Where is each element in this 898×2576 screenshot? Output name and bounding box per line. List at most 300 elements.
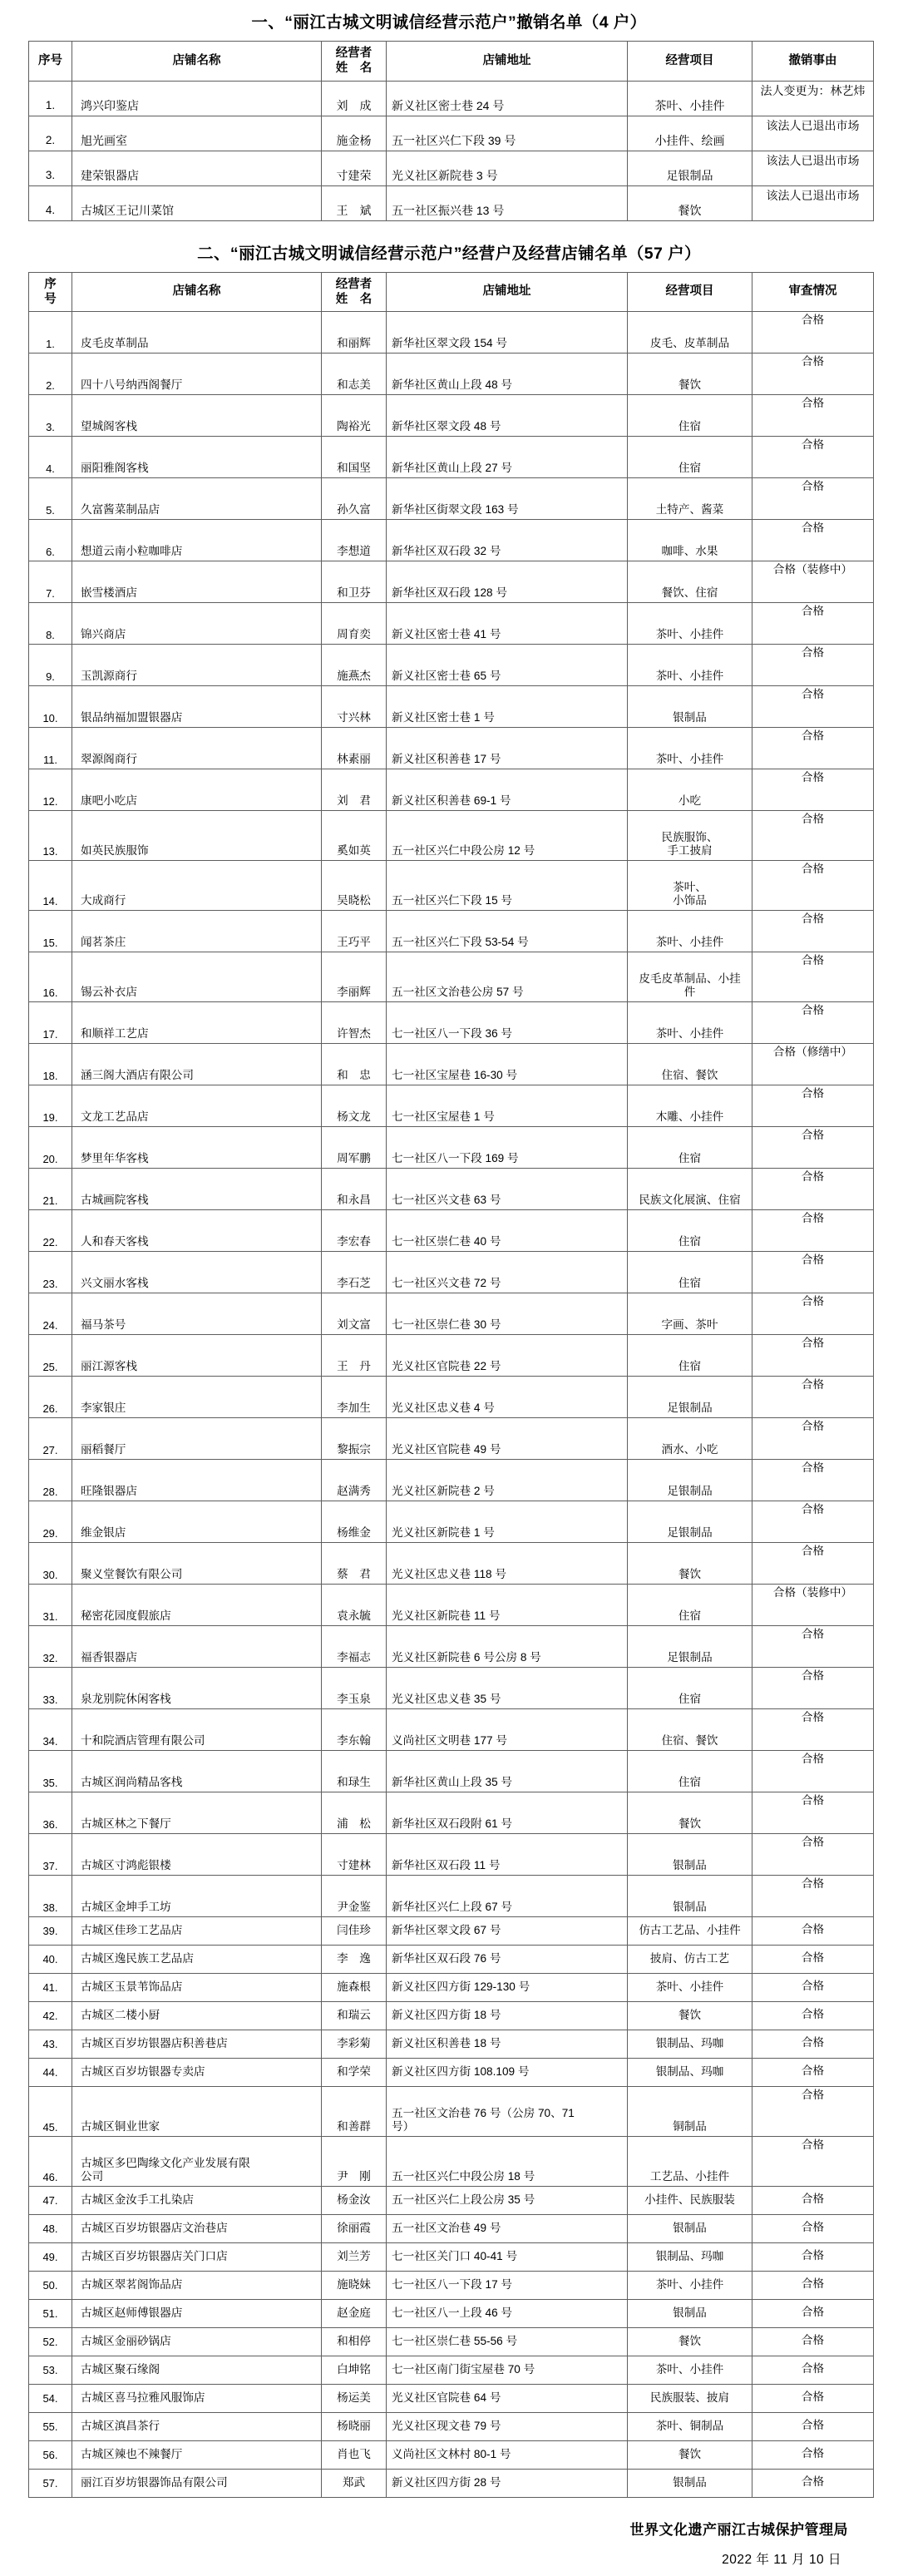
cell-review-status: 合格	[752, 1917, 874, 1946]
cell-shop-address: 五一社区兴仁下段 53-54 号	[387, 911, 628, 952]
cell-owner-name: 刘 君	[322, 769, 387, 811]
cell-shop-address: 新华社区兴仁上段 67 号	[387, 1876, 628, 1917]
cell-no: 5.	[29, 478, 72, 520]
cell-review-status: 合格	[752, 1085, 874, 1127]
cell-shop-name: 古城区金汝手工扎染店	[72, 2187, 322, 2215]
cell-owner-name: 和卫芬	[322, 561, 387, 603]
cell-review-status: 合格	[752, 2002, 874, 2030]
cell-business-item: 银制品	[628, 686, 752, 728]
cell-no: 42.	[29, 2002, 72, 2030]
cell-shop-name: 古城区赵师傅银器店	[72, 2300, 322, 2328]
cell-shop-address: 新华社区黄山上段 35 号	[387, 1751, 628, 1792]
cell-shop-address: 七一社区八一上段 46 号	[387, 2300, 628, 2328]
cell-business-item: 民族服饰、 手工披肩	[628, 811, 752, 861]
cell-owner-name: 王巧平	[322, 911, 387, 952]
cell-business-item: 足银制品	[628, 1460, 752, 1501]
cell-shop-address: 五一社区文治巷 76 号（公房 70、71 号）	[387, 2087, 628, 2137]
cell-owner-name: 杨运美	[322, 2385, 387, 2413]
cell-shop-address: 义尚社区文明巷 177 号	[387, 1709, 628, 1751]
cell-no: 8.	[29, 603, 72, 645]
cell-shop-address: 新华社区翠文段 48 号	[387, 395, 628, 437]
cell-business-item: 餐饮	[628, 2002, 752, 2030]
cell-review-status: 合格	[752, 2356, 874, 2385]
col-header-shop: 店铺名称	[72, 42, 322, 81]
cell-business-item: 茶叶、小挂件	[628, 2272, 752, 2300]
cell-shop-name: 古城区逸民族工艺品店	[72, 1946, 322, 1974]
cell-shop-address: 新华社区黄山上段 48 号	[387, 354, 628, 395]
table-row	[29, 520, 874, 561]
cell-business-item: 足银制品	[628, 1626, 752, 1668]
cell-owner-name: 寸兴林	[322, 686, 387, 728]
cell-business-item: 足银制品	[628, 151, 752, 185]
cell-shop-name: 想道云南小粒咖啡店	[72, 520, 322, 561]
cell-shop-name: 久富酱菜制品店	[72, 478, 322, 520]
cell-business-item: 咖啡、水果	[628, 520, 752, 561]
col-header-address: 店铺地址	[387, 42, 628, 81]
cell-review-status: 合格	[752, 2272, 874, 2300]
cell-shop-name: 望城阁客栈	[72, 395, 322, 437]
cell-owner-name: 李想道	[322, 520, 387, 561]
table-row	[29, 603, 874, 645]
cell-business-item: 足银制品	[628, 1377, 752, 1418]
cell-owner-name: 刘文富	[322, 1293, 387, 1335]
cell-owner-name: 奚如英	[322, 811, 387, 861]
cell-review-status: 合格（修缮中）	[752, 1044, 874, 1085]
cell-no: 3.	[29, 395, 72, 437]
cell-owner-name: 和 忠	[322, 1044, 387, 1085]
table-row	[29, 1792, 874, 1834]
cell-no: 16.	[29, 952, 72, 1002]
cell-owner-name: 施森根	[322, 1974, 387, 2002]
cell-shop-name: 古城区寸鸿彪银楼	[72, 1834, 322, 1876]
cell-no: 2.	[29, 354, 72, 395]
cell-owner-name: 和国坚	[322, 437, 387, 478]
cell-no: 26.	[29, 1377, 72, 1418]
col-header-owner-line1: 经营者	[335, 47, 373, 61]
table-header-row	[29, 272, 874, 311]
cell-owner-name: 和丽辉	[322, 312, 387, 354]
cell-owner-name: 周育奕	[322, 603, 387, 645]
table-row	[29, 2385, 874, 2413]
cell-shop-address: 七一社区崇仁巷 30 号	[387, 1293, 628, 1335]
qualified-table-body	[29, 312, 874, 2498]
cell-owner-name: 刘兰芳	[322, 2243, 387, 2272]
cell-business-item: 茶叶、小挂件	[628, 81, 752, 116]
cell-business-item: 住宿	[628, 1585, 752, 1626]
cell-revocation-reason: 该法人已退出市场	[752, 116, 874, 151]
cell-shop-address: 光义社区新院巷 3 号	[387, 151, 628, 185]
cell-shop-address: 光义社区新院巷 11 号	[387, 1585, 628, 1626]
cell-business-item: 银制品	[628, 2215, 752, 2243]
table-row	[29, 2030, 874, 2059]
cell-shop-name: 丽江百岁坊银器饰品有限公司	[72, 2470, 322, 2498]
cell-shop-name: 和顺祥工艺店	[72, 1002, 322, 1044]
cell-owner-name: 和志美	[322, 354, 387, 395]
cell-no: 39.	[29, 1917, 72, 1946]
table-row	[29, 645, 874, 686]
cell-no: 43.	[29, 2030, 72, 2059]
cell-shop-address: 光义社区官院巷 22 号	[387, 1335, 628, 1377]
table-row	[29, 1293, 874, 1335]
cell-owner-name: 李福志	[322, 1626, 387, 1668]
cell-shop-name: 古城区聚石缘阁	[72, 2356, 322, 2385]
cell-owner-name: 赵满秀	[322, 1460, 387, 1501]
cell-owner-name: 李丽辉	[322, 952, 387, 1002]
cell-review-status: 合格	[752, 1709, 874, 1751]
cell-shop-address: 新华社区翠文段 67 号	[387, 1917, 628, 1946]
table-row	[29, 911, 874, 952]
cell-no: 36.	[29, 1792, 72, 1834]
cell-owner-name: 黎振宗	[322, 1418, 387, 1460]
cell-no: 53.	[29, 2356, 72, 2385]
cell-owner-name: 寸建林	[322, 1834, 387, 1876]
cell-no: 35.	[29, 1751, 72, 1792]
cell-shop-address: 七一社区崇仁巷 55-56 号	[387, 2328, 628, 2356]
cell-shop-name: 维金银店	[72, 1501, 322, 1543]
table-row	[29, 2272, 874, 2300]
cell-shop-name: 古城区二楼小厨	[72, 2002, 322, 2030]
revocation-table-body	[29, 81, 874, 220]
cell-business-item: 餐饮	[628, 185, 752, 220]
cell-no: 18.	[29, 1044, 72, 1085]
cell-shop-address: 新义社区积善巷 18 号	[387, 2030, 628, 2059]
cell-business-item: 铜制品	[628, 2087, 752, 2137]
cell-review-status: 合格	[752, 2030, 874, 2059]
table-row	[29, 151, 874, 185]
cell-owner-name: 蔡 君	[322, 1543, 387, 1585]
cell-shop-name: 四十八号纳西阁餐厅	[72, 354, 322, 395]
table-row	[29, 1418, 874, 1460]
cell-business-item: 皮毛、皮革制品	[628, 312, 752, 354]
cell-shop-address: 七一社区八一下段 17 号	[387, 2272, 628, 2300]
cell-shop-name: 梦里年华客栈	[72, 1127, 322, 1169]
cell-review-status: 合格	[752, 911, 874, 952]
table-row	[29, 1834, 874, 1876]
cell-shop-address: 七一社区南门街宝屋巷 70 号	[387, 2356, 628, 2385]
cell-no: 33.	[29, 1668, 72, 1709]
cell-shop-name: 福马茶号	[72, 1293, 322, 1335]
cell-business-item: 仿古工艺品、小挂件	[628, 1917, 752, 1946]
cell-review-status: 合格	[752, 2300, 874, 2328]
cell-shop-address: 七一社区宝屋巷 16-30 号	[387, 1044, 628, 1085]
cell-shop-name: 锦兴商店	[72, 603, 322, 645]
cell-shop-address: 七一社区八一下段 36 号	[387, 1002, 628, 1044]
cell-shop-name: 古城区润尚精品客栈	[72, 1751, 322, 1792]
cell-no: 47.	[29, 2187, 72, 2215]
cell-owner-name: 徐丽霞	[322, 2215, 387, 2243]
cell-business-item: 住宿	[628, 1751, 752, 1792]
cell-review-status: 合格	[752, 312, 874, 354]
cell-shop-address: 光义社区现文巷 79 号	[387, 2413, 628, 2441]
table-row	[29, 1002, 874, 1044]
cell-review-status: 合格	[752, 1252, 874, 1293]
cell-business-item: 小挂件、绘画	[628, 116, 752, 151]
table-row	[29, 2328, 874, 2356]
table-row	[29, 1252, 874, 1293]
cell-business-item: 木雕、小挂件	[628, 1085, 752, 1127]
cell-shop-address: 新华社区双石段 11 号	[387, 1834, 628, 1876]
cell-shop-name: 如英民族服饰	[72, 811, 322, 861]
cell-no: 24.	[29, 1293, 72, 1335]
cell-no: 11.	[29, 728, 72, 769]
cell-shop-name: 丽阳雅阁客栈	[72, 437, 322, 478]
cell-owner-name: 浦 松	[322, 1792, 387, 1834]
cell-shop-address: 新义社区密士巷 24 号	[387, 81, 628, 116]
cell-review-status: 合格	[752, 1002, 874, 1044]
table-row	[29, 2300, 874, 2328]
cell-shop-name: 鸿兴印鉴店	[72, 81, 322, 116]
table-row	[29, 354, 874, 395]
table-row	[29, 1946, 874, 1974]
col-header-status: 审查情况	[752, 272, 874, 311]
cell-review-status: 合格（装修中）	[752, 1585, 874, 1626]
table-row	[29, 1709, 874, 1751]
table-row	[29, 1460, 874, 1501]
cell-business-item: 住宿	[628, 1210, 752, 1252]
cell-shop-name: 古城画院客栈	[72, 1169, 322, 1210]
cell-business-item: 茶叶、小挂件	[628, 603, 752, 645]
cell-business-item: 银制品	[628, 2470, 752, 2498]
cell-no: 2.	[29, 116, 72, 151]
cell-business-item: 住宿	[628, 1668, 752, 1709]
cell-shop-name: 丽稻餐厅	[72, 1418, 322, 1460]
cell-shop-name: 十和院酒店管理有限公司	[72, 1709, 322, 1751]
cell-shop-address: 五一社区文治巷 49 号	[387, 2215, 628, 2243]
cell-no: 13.	[29, 811, 72, 861]
cell-no: 12.	[29, 769, 72, 811]
cell-shop-name: 人和春天客栈	[72, 1210, 322, 1252]
cell-shop-address: 光义社区忠义巷 118 号	[387, 1543, 628, 1585]
table-row	[29, 1210, 874, 1252]
cell-shop-address: 五一社区兴仁中段公房 12 号	[387, 811, 628, 861]
cell-shop-address: 五一社区文治巷公房 57 号	[387, 952, 628, 1002]
cell-shop-address: 新华社区双石段 76 号	[387, 1946, 628, 1974]
cell-review-status: 合格	[752, 1460, 874, 1501]
table-row	[29, 312, 874, 354]
cell-owner-name: 林素丽	[322, 728, 387, 769]
cell-review-status: 合格	[752, 2215, 874, 2243]
cell-owner-name: 李玉泉	[322, 1668, 387, 1709]
col-header-address: 店铺地址	[387, 272, 628, 311]
cell-owner-name: 杨文龙	[322, 1085, 387, 1127]
cell-shop-address: 光义社区官院巷 49 号	[387, 1418, 628, 1460]
cell-business-item: 土特产、酱菜	[628, 478, 752, 520]
cell-owner-name: 杨晓丽	[322, 2413, 387, 2441]
issue-date: 2022 年 11 月 10 日	[722, 2553, 841, 2568]
cell-shop-address: 新义社区积善巷 17 号	[387, 728, 628, 769]
cell-owner-name: 施金杨	[322, 116, 387, 151]
cell-business-item: 披肩、仿古工艺	[628, 1946, 752, 1974]
cell-shop-name: 嵌雪楼酒店	[72, 561, 322, 603]
cell-shop-address: 新华社区街翠文段 163 号	[387, 478, 628, 520]
cell-owner-name: 许智杰	[322, 1002, 387, 1044]
cell-shop-address: 新华社区双石段附 61 号	[387, 1792, 628, 1834]
col-header-no: 序号	[29, 42, 72, 81]
cell-shop-name: 闻茗茶庄	[72, 911, 322, 952]
cell-no: 29.	[29, 1501, 72, 1543]
cell-shop-name: 古城区翠茗阁饰品店	[72, 2272, 322, 2300]
cell-owner-name: 肖也飞	[322, 2441, 387, 2470]
qualified-table	[28, 272, 874, 2498]
cell-review-status: 合格	[752, 1974, 874, 2002]
cell-owner-name: 寸建荣	[322, 151, 387, 185]
cell-review-status: 合格	[752, 728, 874, 769]
cell-shop-name: 银品纳福加盟银器店	[72, 686, 322, 728]
table-row	[29, 478, 874, 520]
cell-no: 17.	[29, 1002, 72, 1044]
cell-shop-name: 泉龙别院休闲客栈	[72, 1668, 322, 1709]
table-row	[29, 2413, 874, 2441]
cell-review-status: 合格	[752, 2187, 874, 2215]
cell-review-status: 合格	[752, 1751, 874, 1792]
cell-no: 30.	[29, 1543, 72, 1585]
table-row	[29, 2002, 874, 2030]
cell-review-status: 合格	[752, 478, 874, 520]
table-row	[29, 2187, 874, 2215]
cell-shop-address: 新义社区四方街 28 号	[387, 2470, 628, 2498]
table-row	[29, 2356, 874, 2385]
cell-review-status: 合格	[752, 1876, 874, 1917]
cell-owner-name: 尹金鉴	[322, 1876, 387, 1917]
col-header-no	[29, 272, 72, 311]
cell-shop-name: 古城区辣也不辣餐厅	[72, 2441, 322, 2470]
cell-owner-name: 王 斌	[322, 185, 387, 220]
cell-business-item: 餐饮	[628, 1792, 752, 1834]
cell-no: 15.	[29, 911, 72, 952]
table-row	[29, 1585, 874, 1626]
cell-no: 4.	[29, 185, 72, 220]
cell-shop-address: 七一社区关门口 40-41 号	[387, 2243, 628, 2272]
cell-owner-name: 杨金汝	[322, 2187, 387, 2215]
table-row	[29, 728, 874, 769]
cell-shop-address: 五一社区兴仁中段公房 18 号	[387, 2137, 628, 2187]
cell-shop-address: 新义社区四方街 108.109 号	[387, 2059, 628, 2087]
cell-review-status: 合格	[752, 952, 874, 1002]
cell-owner-name: 闫佳珍	[322, 1917, 387, 1946]
table-row	[29, 1543, 874, 1585]
cell-owner-name: 孙久富	[322, 478, 387, 520]
cell-business-item: 住宿、餐饮	[628, 1709, 752, 1751]
cell-no: 27.	[29, 1418, 72, 1460]
cell-no: 38.	[29, 1876, 72, 1917]
cell-owner-name: 郑武	[322, 2470, 387, 2498]
cell-shop-name: 古城区百岁坊银器专卖店	[72, 2059, 322, 2087]
cell-shop-address: 新华社区双石段 128 号	[387, 561, 628, 603]
cell-review-status: 合格	[752, 1501, 874, 1543]
cell-revocation-reason: 该法人已退出市场	[752, 185, 874, 220]
cell-owner-name: 周军鹏	[322, 1127, 387, 1169]
cell-review-status: 合格	[752, 2328, 874, 2356]
cell-no: 45.	[29, 2087, 72, 2137]
cell-business-item: 小挂件、民族服装	[628, 2187, 752, 2215]
col-header-owner-line2: 姓 名	[335, 62, 373, 76]
cell-shop-name: 古城区金丽砂锅店	[72, 2328, 322, 2356]
cell-business-item: 民族文化展演、住宿	[628, 1169, 752, 1210]
cell-no: 37.	[29, 1834, 72, 1876]
cell-business-item: 餐饮	[628, 2441, 752, 2470]
cell-shop-name: 古城区佳珍工艺品店	[72, 1917, 322, 1946]
cell-owner-name: 王 丹	[322, 1335, 387, 1377]
table-row	[29, 1876, 874, 1917]
table-row	[29, 1974, 874, 2002]
issuing-organization: 世界文化遗产丽江古城保护管理局	[629, 2522, 848, 2539]
cell-review-status: 合格	[752, 769, 874, 811]
cell-revocation-reason: 法人变更为：林艺炜	[752, 81, 874, 116]
cell-review-status: 合格	[752, 861, 874, 911]
cell-shop-address: 新华社区双石段 32 号	[387, 520, 628, 561]
cell-shop-address: 新华社区翠文段 154 号	[387, 312, 628, 354]
cell-shop-name: 旭光画室	[72, 116, 322, 151]
cell-owner-name: 李石芝	[322, 1252, 387, 1293]
cell-review-status: 合格	[752, 1626, 874, 1668]
cell-shop-name: 皮毛皮革制品	[72, 312, 322, 354]
cell-business-item: 茶叶、小挂件	[628, 1002, 752, 1044]
cell-shop-address: 新义社区密士巷 65 号	[387, 645, 628, 686]
cell-business-item: 茶叶、小挂件	[628, 728, 752, 769]
cell-no: 52.	[29, 2328, 72, 2356]
table-row	[29, 861, 874, 911]
table-row	[29, 1751, 874, 1792]
table-row	[29, 1917, 874, 1946]
table-row	[29, 1501, 874, 1543]
col-header-no-line1: 序	[44, 277, 57, 291]
cell-owner-name: 杨维金	[322, 1501, 387, 1543]
section-1-title: 一、“丽江古城文明诚信经营示范户”撤销名单（4 户）	[251, 13, 647, 32]
cell-business-item: 工艺品、小挂件	[628, 2137, 752, 2187]
cell-shop-name: 古城区百岁坊银器店文治巷店	[72, 2215, 322, 2243]
cell-no: 31.	[29, 1585, 72, 1626]
cell-review-status: 合格	[752, 1293, 874, 1335]
table-row	[29, 769, 874, 811]
cell-review-status: 合格	[752, 1335, 874, 1377]
cell-owner-name: 和琭生	[322, 1751, 387, 1792]
table-row	[29, 2243, 874, 2272]
col-header-owner	[322, 272, 387, 311]
cell-no: 57.	[29, 2470, 72, 2498]
table-row	[29, 561, 874, 603]
cell-shop-name: 大成商行	[72, 861, 322, 911]
cell-review-status: 合格	[752, 811, 874, 861]
cell-shop-address: 光义社区新院巷 1 号	[387, 1501, 628, 1543]
cell-no: 50.	[29, 2272, 72, 2300]
table-row	[29, 116, 874, 151]
cell-shop-name: 锡云补衣店	[72, 952, 322, 1002]
revocation-table	[28, 41, 874, 220]
col-header-owner	[322, 42, 387, 81]
cell-shop-name: 康吧小吃店	[72, 769, 322, 811]
cell-owner-name: 李 逸	[322, 1946, 387, 1974]
cell-business-item: 银制品	[628, 1834, 752, 1876]
table-header-row	[29, 42, 874, 81]
table-row	[29, 437, 874, 478]
section-2-title: 二、“丽江古城文明诚信经营示范户”经营户及经营店铺名单（57 户）	[197, 244, 701, 263]
cell-review-status: 合格	[752, 1127, 874, 1169]
cell-business-item: 银制品、玛咖	[628, 2030, 752, 2059]
table-row	[29, 185, 874, 220]
table-row	[29, 1127, 874, 1169]
cell-review-status: 合格	[752, 1834, 874, 1876]
cell-shop-name: 古城区多巴陶缘文化产业发展有限 公司	[72, 2137, 322, 2187]
table-row	[29, 2137, 874, 2187]
cell-shop-name: 古城区百岁坊银器店关门口店	[72, 2243, 322, 2272]
cell-business-item: 银制品	[628, 2300, 752, 2328]
cell-shop-address: 七一社区宝屋巷 1 号	[387, 1085, 628, 1127]
cell-shop-address: 新义社区四方街 129-130 号	[387, 1974, 628, 2002]
cell-review-status: 合格	[752, 1377, 874, 1418]
table-row	[29, 2215, 874, 2243]
cell-shop-name: 古城区滇昌茶行	[72, 2413, 322, 2441]
col-header-owner-line1: 经营者	[335, 277, 373, 291]
